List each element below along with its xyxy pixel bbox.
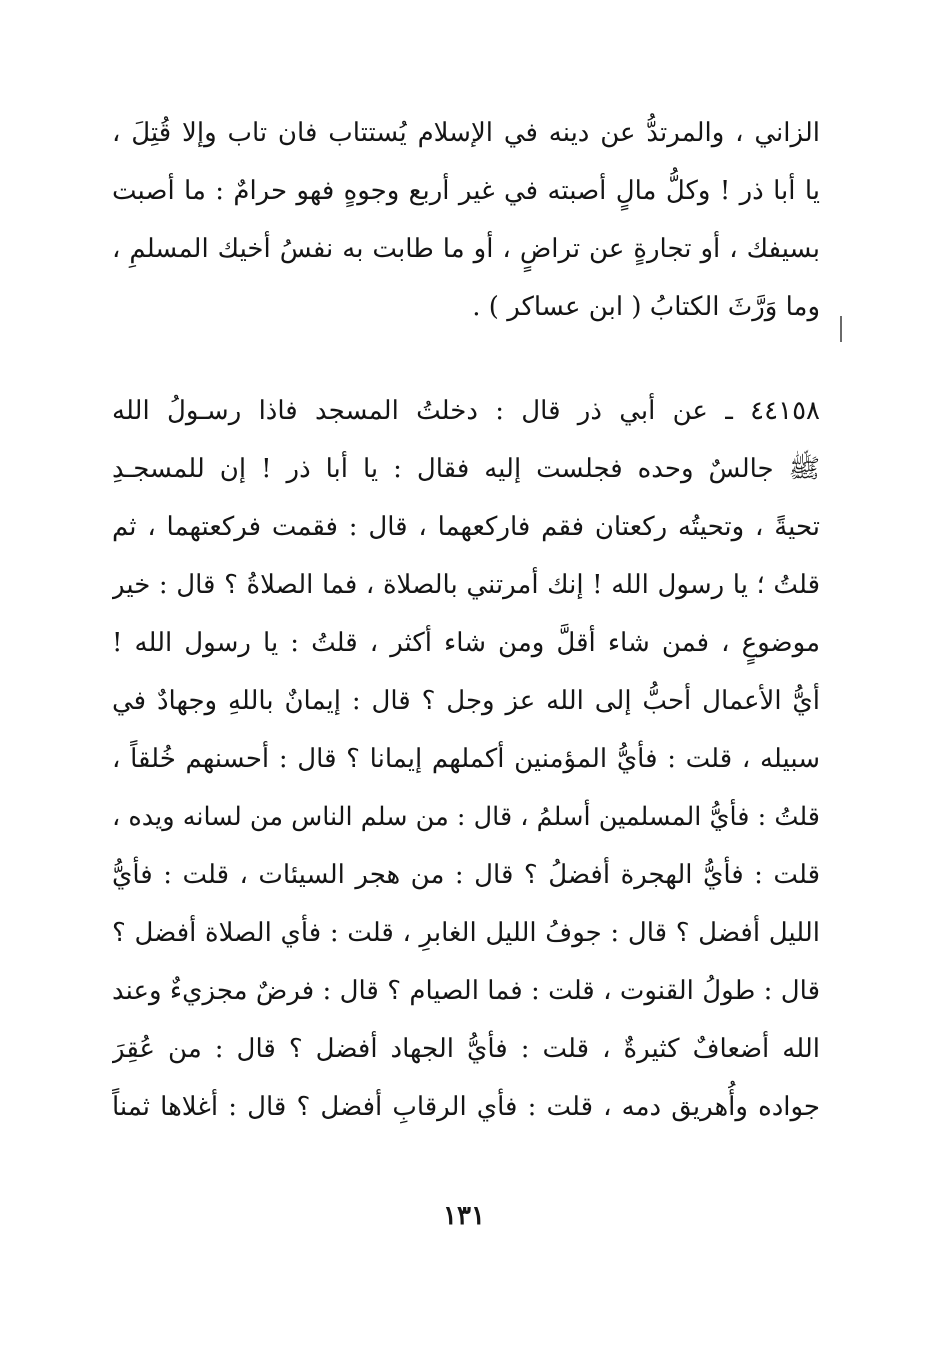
text-line: ٤٤١٥٨ ـ عن أبي ذر قال : دخلتُ المسجد فاذا رسـولُ الله — [112, 396, 820, 426]
page-number: ١٣١ — [443, 1201, 485, 1231]
text-line: يا أبا ذر ! وكلُّ مالٍ أصبته في غير أربع وجوهٍ فهو حرامٌ : ما أصبت — [112, 176, 820, 206]
text-line: قلت : فأيُّ الهجرة أفضلُ ؟ قال : من هجر السيئات ، قلت : فأيُّ — [112, 860, 820, 890]
text-line: جواده وأُهريق دمه ، قلت : فأي الرقابِ أفضل ؟ قال : أغلاها ثمناً — [112, 1092, 820, 1122]
text-line: الله أضعافٌ كثيرةٌ ، قلت : فأيُّ الجهاد أفضل ؟ قال : من عُقِرَ — [112, 1034, 820, 1064]
text-line: ﷺ جالسٌ وحده فجلست إليه فقال : يا أبا ذر ! إن للمسجـدِ — [112, 454, 820, 484]
text-line: قلتُ : فأيُّ المسلمين أسلمُ ، قال : من سلم الناس من لسانه ويده ، — [112, 802, 820, 832]
text-line: أيُّ الأعمال أحبُّ إلى الله عز وجل ؟ قال : إيمانٌ باللهِ وجهادٌ في — [112, 686, 820, 716]
text-line: الليل أفضل ؟ قال : جوفُ الليل الغابرِ ، قلت : فأي الصلاة أفضل ؟ — [112, 918, 820, 948]
text-line: قال : طولُ القنوت ، قلت : فما الصيام ؟ قال : فرضٌ مجزيءٌ وعند — [112, 976, 820, 1006]
text-line: سبيله ، قلت : فأيُّ المؤمنين أكملهم إيمانا ؟ قال : أحسنهم خُلقاً ، — [112, 744, 820, 774]
hadith-paragraph — [112, 382, 820, 1136]
text-line: وما وَرَّثَ الكتابُ ( ابن عساكر ) . — [472, 292, 820, 322]
margin-mark — [840, 316, 842, 342]
text-line: بسيفك ، أو تجارةٍ عن تراضٍ ، أو ما طابت به نفسُ أخيك المسلمِ ، — [112, 234, 820, 264]
text-line: موضوعٍ ، فمن شاء أقلَّ ومن شاء أكثر ، قلتُ : يا رسول الله ! — [112, 628, 820, 658]
text-line: الزاني ، والمرتدُّ عن دينه في الإسلام يُستتاب فان تاب وإلا قُتِلَ ، — [112, 118, 820, 148]
text-line: تحيةً ، وتحيتُه ركعتان فقم فاركعهما ، قال : فقمت فركعتهما ، ثم — [112, 512, 820, 542]
paragraph-continuation — [112, 104, 820, 336]
text-line: قلتُ ؛ يا رسول الله ! إنك أمرتني بالصلاة ، فما الصلاةُ ؟ قال : خير — [112, 570, 820, 600]
